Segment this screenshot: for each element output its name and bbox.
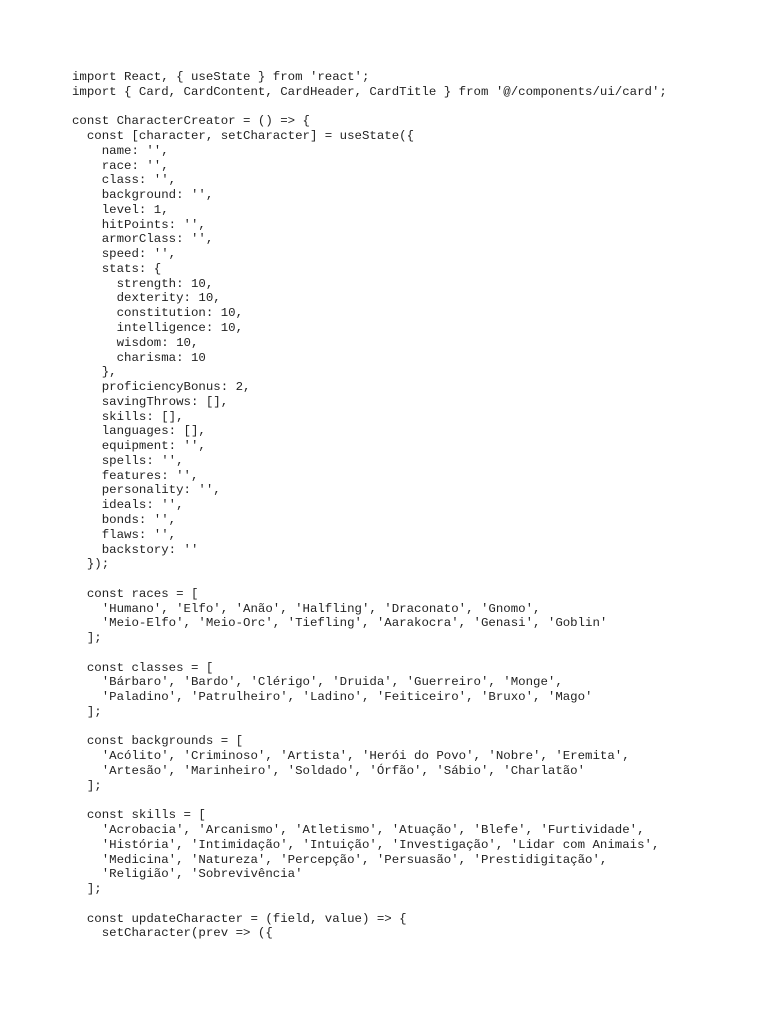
code-line: level: 1, — [72, 202, 169, 217]
code-line: const backgrounds = [ — [72, 734, 244, 749]
code-line: const classes = [ — [72, 660, 214, 675]
code-line: bonds: '', — [72, 512, 177, 527]
code-line: stats: { — [72, 261, 162, 276]
code-line — [72, 100, 667, 115]
code-line: const skills = [ — [72, 808, 206, 823]
code-line: backstory: '' — [72, 542, 199, 557]
code-line: features: '', — [72, 468, 199, 483]
code-line: wisdom: 10, — [72, 335, 199, 350]
code-line: setCharacter(prev => ({ — [72, 926, 273, 941]
code-line: speed: '', — [72, 247, 177, 262]
code-line: flaws: '', — [72, 527, 177, 542]
code-line: import React, { useState } from 'react'; — [72, 70, 370, 84]
code-line: spells: '', — [72, 453, 184, 468]
code-line: 'Humano', 'Elfo', 'Anão', 'Halfling', 'Draconato', 'Gnomo', — [72, 601, 541, 616]
code-line: 'Artesão', 'Marinheiro', 'Soldado', 'Órfão', 'Sábio', 'Charlatão' — [72, 763, 586, 778]
code-line: savingThrows: [], — [72, 394, 229, 409]
code-line: import { Card, CardContent, CardHeader, CardTitle } from '@/components/ui/card'; — [72, 84, 667, 99]
code-line — [72, 720, 667, 735]
code-line: const [character, setCharacter] = useState({ — [72, 129, 415, 144]
code-line: ]; — [72, 882, 102, 897]
code-line: hitPoints: '', — [72, 217, 206, 232]
code-line: ]; — [72, 704, 102, 719]
code-line: strength: 10, — [72, 276, 214, 291]
code-line: languages: [], — [72, 424, 206, 439]
code-line: 'Paladino', 'Patrulheiro', 'Ladino', 'Feiticeiro', 'Bruxo', 'Mago' — [72, 690, 593, 705]
code-line: class: '', — [72, 173, 177, 188]
code-line: const updateCharacter = (field, value) => { — [72, 911, 407, 926]
code-line: equipment: '', — [72, 439, 206, 454]
code-line: 'Religião', 'Sobrevivência' — [72, 867, 303, 882]
code-line — [72, 897, 667, 912]
code-line: 'História', 'Intimidação', 'Intuição', 'Investigação', 'Lidar com Animais', — [72, 837, 660, 852]
code-line: armorClass: '', — [72, 232, 214, 247]
code-line: 'Bárbaro', 'Bardo', 'Clérigo', 'Druida', 'Guerreiro', 'Monge', — [72, 675, 563, 690]
code-line: intelligence: 10, — [72, 321, 244, 336]
code-line: race: '', — [72, 158, 169, 173]
code-line: 'Acólito', 'Criminoso', 'Artista', 'Herói do Povo', 'Nobre', 'Eremita', — [72, 749, 630, 764]
code-line: skills: [], — [72, 409, 184, 424]
code-line: 'Meio-Elfo', 'Meio-Orc', 'Tiefling', 'Aarakocra', 'Genasi', 'Goblin' — [72, 616, 608, 631]
code-line: }); — [72, 557, 110, 572]
code-line: background: '', — [72, 188, 214, 203]
code-line: ]; — [72, 631, 102, 646]
code-line: 'Medicina', 'Natureza', 'Percepção', 'Persuasão', 'Prestidigitação', — [72, 852, 608, 867]
code-line: personality: '', — [72, 483, 221, 498]
code-line: 'Acrobacia', 'Arcanismo', 'Atletismo', 'Atuação', 'Blefe', 'Furtividade', — [72, 823, 645, 838]
code-line: ]; — [72, 778, 102, 793]
code-line: dexterity: 10, — [72, 291, 221, 306]
code-line: const races = [ — [72, 586, 199, 601]
code-line — [72, 794, 667, 809]
code-line: const CharacterCreator = () => { — [72, 114, 310, 129]
code-line: constitution: 10, — [72, 306, 244, 321]
code-line — [72, 646, 667, 661]
code-line: ideals: '', — [72, 498, 184, 513]
code-line: name: '', — [72, 143, 169, 158]
code-listing — [72, 70, 667, 941]
code-line: charisma: 10 — [72, 350, 206, 365]
code-line: proficiencyBonus: 2, — [72, 380, 251, 395]
code-line — [72, 572, 667, 587]
code-line: }, — [72, 365, 117, 380]
